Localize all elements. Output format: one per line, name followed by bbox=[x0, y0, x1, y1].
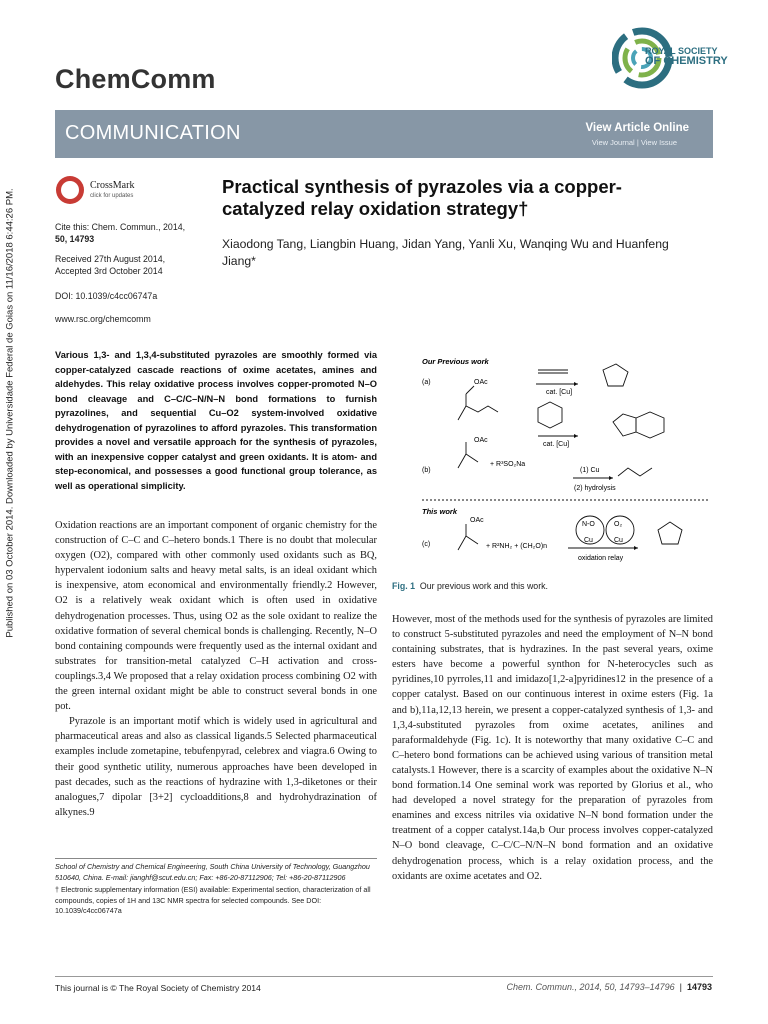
svg-text:(c): (c) bbox=[422, 541, 431, 548]
download-stamp: Published on 03 October 2014. Downloaded by Universidade Federal de Goias on 11/16/2018 6:44:26 PM. bbox=[4, 188, 16, 638]
doi: DOI: 10.1039/c4cc06747a bbox=[55, 291, 158, 301]
rsc-logo-text: ROYAL SOCIETY OF CHEMISTRY bbox=[645, 46, 728, 67]
crossmark-badge[interactable]: CrossMark click for updates bbox=[56, 176, 176, 204]
copyright-line: This journal is © The Royal Society of Chemistry 2014 bbox=[55, 983, 261, 993]
author-list: Xiaodong Tang, Liangbin Huang, Jidan Yang, Yanli Xu, Wanqing Wu and Huanfeng Jiang* bbox=[222, 237, 669, 268]
footer-divider bbox=[55, 976, 713, 977]
svg-text:+ R²NH₂ + (CH₂O)n: + R²NH₂ + (CH₂O)n bbox=[486, 543, 548, 550]
body-right-column bbox=[392, 612, 713, 884]
section-banner: COMMUNICATION View Article Online View Journal | View Issue bbox=[55, 110, 713, 158]
paragraph: Oxidation reactions are an important component of organic chemistry for the construction of C–C and C–hetero bonds.1 There is no doubt that molecular oxygen (O2), compared with other commonly used oxidants such as BQ, hypervalent iodonium salts and heavy metal salts, is an ideal oxidant which is inexpensive, atom economical and environmentally friendly.2 However, O2 is a relatively weak oxidant which is often used in oxidative dehydrogenation processes. Thus, using O2 as the sole oxidant to realize the oxidative formation of several chemical bonds is challenging. Recently, N–O bond containing compounds were frequently used as the internal oxidant and substrates for transition-metal catalyzed C–H activation and cross-couplings.3,4 We proposed that a relay oxidation process combining O2 with the green internal oxidant might be able to construct several bonds in one pot. bbox=[55, 520, 377, 713]
svg-text:(1) Cu: (1) Cu bbox=[580, 467, 600, 474]
previous-work-label: Our Previous work bbox=[422, 357, 489, 366]
figure-1-scheme bbox=[418, 350, 712, 572]
paragraph: However, most of the methods used for the synthesis of pyrazoles are limited to construct 5-substituted pyrazoles and need the employment of N–N bond containing substrates, that is hydrazines. In the past several years, oxime esters have become a powerful synthon for N-heterocycles such as pyridines,10 pyrroles,11 and imidazo[1,2-a]pyridines12 in the presence of a copper catalyst. Based on our continuous interest in oxime esters (Fig. 1a and b),11a,12,13 herein, we present a copper-catalyzed synthesis of 1,3- and 1,3,4-substituted pyrazoles from oxime acetates, anilines and paraformaldehyde (Fig. 1c). It is noteworthy that many oxidative C–C and C–hetero bond formations can be achieved using various of transition metal catalysts.1 However, there is a scarcity of examples about the oxidative N–N bond formation.14 One seminal work was reported by Glorius et al., who had developed a novel strategy for the preparation of pyrazoles from enamines and excess nitriles via oxidative N–N bond formation under the treatment of a copper catalyst.14a,b Our process involves copper-catalyzed N–O bond cleavage, C–C/C–N/N–N bond formation and an oxidative dehydrogenation process, which is a relay oxidation process, and the oxidants are oxime acetates and O2. bbox=[392, 614, 713, 882]
view-issue-link[interactable]: View Issue bbox=[640, 138, 677, 147]
svg-text:Cu: Cu bbox=[614, 537, 623, 544]
svg-text:OAc: OAc bbox=[474, 437, 488, 444]
figure-caption: Fig. 1 Our previous work and this work. bbox=[392, 581, 548, 591]
svg-text:cat. [Cu]: cat. [Cu] bbox=[543, 441, 570, 448]
view-article-online-link[interactable]: View Article Online bbox=[585, 122, 689, 134]
svg-text:(a): (a) bbox=[422, 379, 431, 386]
page-number: 14793 bbox=[686, 982, 712, 992]
svg-text:OAc: OAc bbox=[470, 517, 484, 524]
svg-text:oxidation relay: oxidation relay bbox=[578, 555, 624, 562]
journal-name: ChemComm bbox=[55, 64, 216, 94]
article-title: Practical synthesis of pyrazoles via a copper-catalyzed relay oxidation strategy† bbox=[222, 176, 622, 219]
paragraph: Pyrazole is an important motif which is widely used in agricultural and pharmaceutical areas and also as classical ligands.5 Selected pharmaceutical examples include zometapine, tebufenpyrad, celebrex and viagra.6 Owing to their good synthetic utility, numerous approaches have been developed in past decades, such as the reactions of hydrazine with 1,3-diketones or their analogues,7 dipolar [3+2] cycloadditions,8 and hydrohydrazination of alkynes.9 bbox=[55, 716, 377, 818]
this-work-label: This work bbox=[422, 507, 458, 516]
svg-text:N-O: N-O bbox=[582, 521, 595, 528]
svg-text:OAc: OAc bbox=[474, 379, 488, 386]
view-journal-link[interactable]: View Journal bbox=[591, 138, 635, 147]
citation-info: Cite this: Chem. Commun., 2014, 50, 14793 bbox=[55, 222, 186, 244]
journal-url[interactable]: www.rsc.org/chemcomm bbox=[55, 314, 151, 324]
svg-text:(b): (b) bbox=[422, 467, 431, 474]
crossmark-icon bbox=[56, 176, 84, 204]
svg-text:(2) hydrolysis: (2) hydrolysis bbox=[574, 485, 616, 492]
svg-text:+ R³SO₂Na: + R³SO₂Na bbox=[490, 461, 526, 468]
page-footer: Chem. Commun., 2014, 50, 14793–14796 | 14793 bbox=[506, 982, 712, 992]
footnote-divider bbox=[55, 858, 377, 859]
svg-text:Cu: Cu bbox=[584, 537, 593, 544]
svg-text:cat. [Cu]: cat. [Cu] bbox=[546, 389, 573, 396]
body-left-column bbox=[55, 518, 377, 820]
section-label: COMMUNICATION bbox=[65, 122, 241, 144]
footnotes: School of Chemistry and Chemical Engineering, South China University of Technology, Guangzhou 510640, China. E-mail: jianghf@scut.edu.cn; Fax: +86-20-87112906; Tel: +86-20-87112906 † Electronic supplementary information (ESI) available: Experimental section, characterization of all compounds, copies of 1H and 13C NMR spectra for selected compounds. See DOI: 10.1039/c4cc06747a bbox=[55, 862, 371, 915]
svg-text:O₂: O₂ bbox=[614, 521, 623, 528]
received-dates: Received 27th August 2014, Accepted 3rd October 2014 bbox=[55, 254, 166, 276]
abstract: Various 1,3- and 1,3,4-substituted pyrazoles are smoothly formed via copper-catalyzed cascade reactions of oxime acetates, amines and aldehydes. This relay oxidative process involves copper-promoted N–O bond cleavage and C–C/C–N/N–N bond formations to furnish pyrazolines, and sequential Cu–O2 system-involved oxidative dehydrogenation of pyrazolines to afford pyrazoles. This transformation provides a novel and versatile approach for the synthesis of pyrazoles, with an inexpensive copper catalyst and green oxidants. It is atom- and step-economical, and possesses a good functional group tolerance, as well as operational simplicity. bbox=[55, 350, 377, 491]
